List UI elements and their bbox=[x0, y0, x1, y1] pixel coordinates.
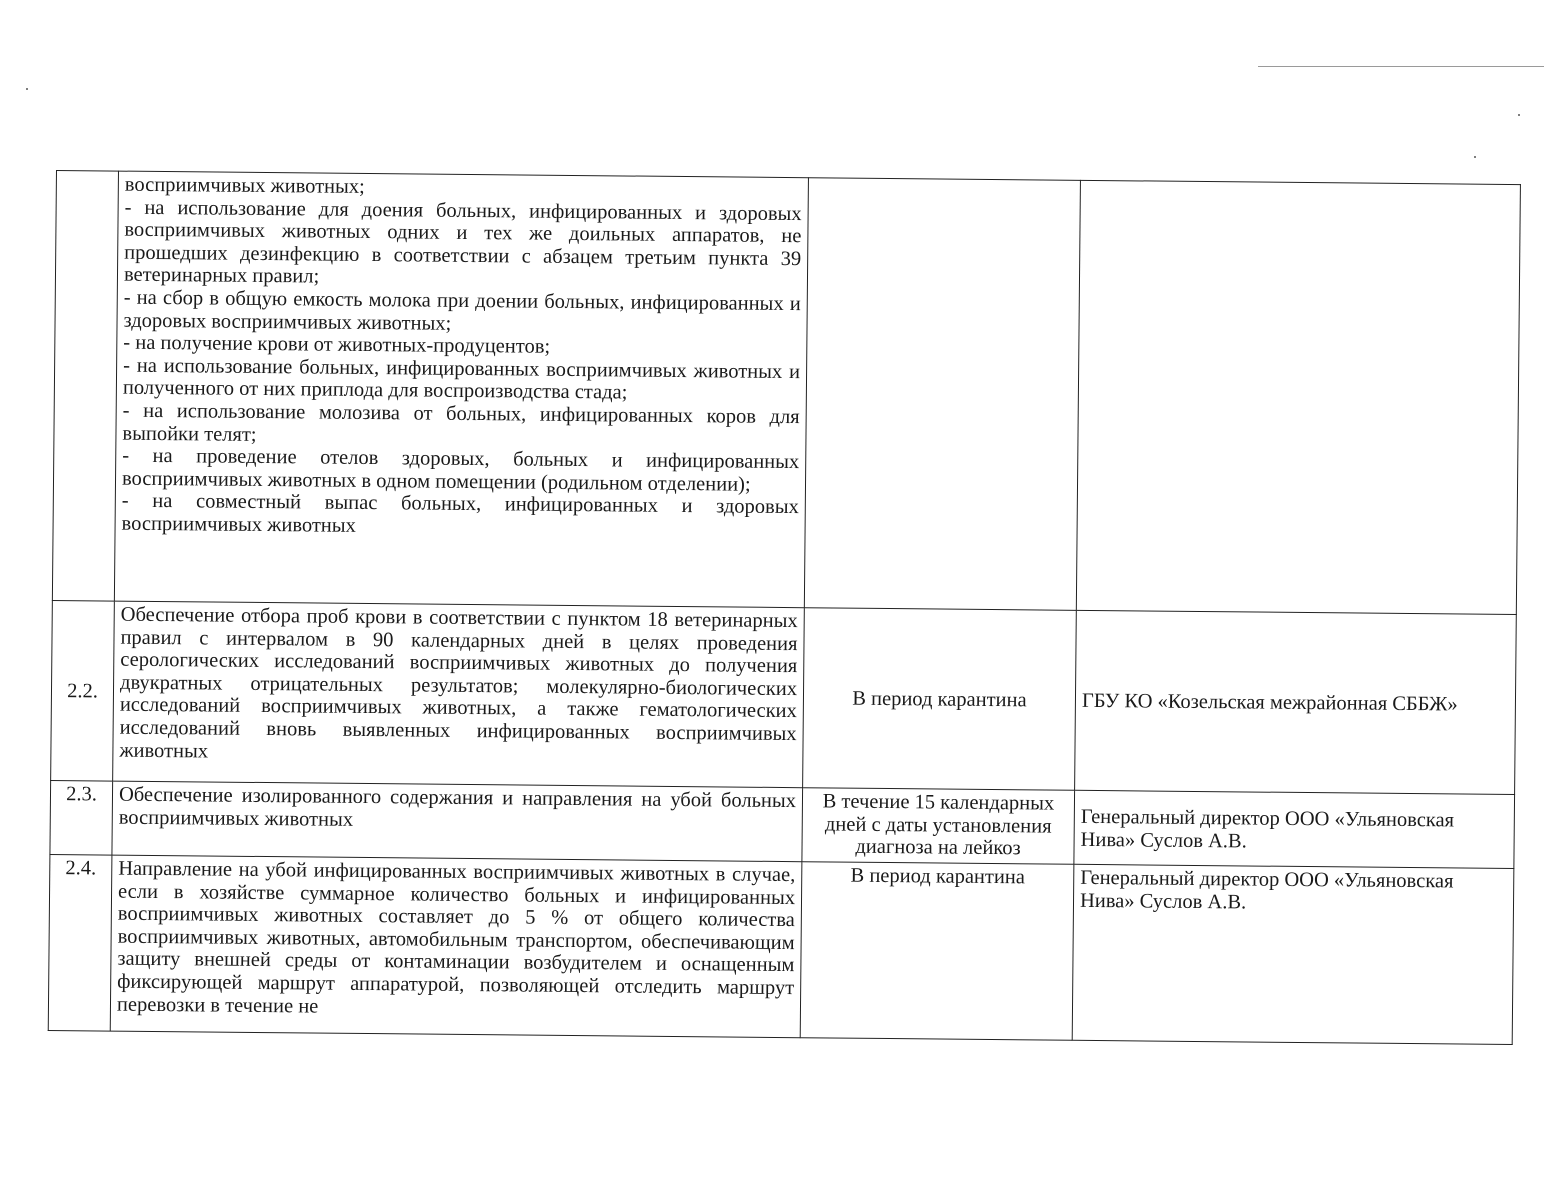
table-row bbox=[48, 854, 1514, 1044]
action-cell: Обеспечение отбора проб крови в соответствии с пунктом 18 ветеринарных правил с интервалом в 90 календарных дней в целях проведения серологических исследований восприимчивых животных до получения двукратных отрицательных результатов; молекулярно-биологических исследований восприимчивых животных, а также гематологических исследований вновь выявленных инфицированных восприимчивых животных bbox=[113, 601, 805, 788]
table-row bbox=[50, 780, 1515, 868]
action-line: - на использование молозива от больных, инфицированных коров для выпойки телят; bbox=[122, 399, 800, 446]
action-line: - на получение крови от животных-продуцентов; bbox=[123, 331, 551, 358]
responsible-cell: Генеральный директор ООО «Ульяновская Нива» Суслов А.В. bbox=[1074, 790, 1515, 868]
row-number: 2.3. bbox=[50, 780, 113, 855]
table-row bbox=[51, 600, 1517, 794]
responsible-cell: ГБУ КО «Козельская межрайонная СББЖ» bbox=[1075, 610, 1517, 794]
scan-speck bbox=[26, 88, 28, 90]
action-line: - на проведение отелов здоровых, больных и инфицированных восприимчивых животных в одном помещении (родильном отделении); bbox=[121, 444, 800, 496]
action-line: - на сбор в общую емкость молока при доении больных, инфицированных и здоровых восприимчивых животных; bbox=[123, 286, 801, 335]
action-cell bbox=[114, 171, 808, 608]
responsible-cell: Генеральный директор ООО «Ульяновская Нива» Суслов А.В. bbox=[1072, 864, 1514, 1044]
measures-table bbox=[48, 170, 1521, 1045]
action-line: - на использование больных, инфицированных восприимчивых животных и полученного от них приплода для воспроизводства стада; bbox=[122, 354, 801, 404]
row-number bbox=[52, 171, 118, 602]
term-cell: В течение 15 календарных дней с даты установления диагноза на лейкоз bbox=[802, 788, 1075, 865]
action-cell: Направление на убой инфицированных восприимчивых животных в случае, если в хозяйстве суммарное количество больных и инфицированных восприимчивых животных составляет до 5 % от общего количества восприимчивых животных, автомобильным транспортом, обеспечивающим защиту внешней среды от контаминации возбудителем и оснащенным фиксирующей маршрут аппаратурой, позволяющей отследить маршрут перевозки в течение не bbox=[110, 855, 802, 1038]
action-line: - на использование для доения больных, инфицированных и здоровых восприимчивых животных одних и тех же доильных аппаратов, не прошедших дезинфекцию в соответствии с абзацем третьим пункта 39 ветеринарных правил; bbox=[123, 196, 802, 288]
term-cell: В период карантина bbox=[803, 608, 1077, 791]
responsible-cell bbox=[1076, 180, 1520, 614]
term-cell bbox=[804, 178, 1080, 611]
table-row bbox=[52, 171, 1520, 615]
action-line: восприимчивых животных; bbox=[124, 173, 365, 198]
header-rule bbox=[1258, 66, 1544, 67]
row-number: 2.2. bbox=[51, 600, 115, 781]
action-cell: Обеспечение изолированного содержания и направления на убой больных восприимчивых животных bbox=[112, 781, 803, 862]
scan-speck bbox=[1474, 156, 1476, 158]
scan-speck bbox=[1518, 114, 1520, 116]
action-line: - на совместный выпас больных, инфицированных и здоровых восприимчивых животных bbox=[121, 489, 799, 537]
row-number: 2.4. bbox=[48, 854, 112, 1031]
term-cell: В период карантина bbox=[800, 862, 1074, 1041]
